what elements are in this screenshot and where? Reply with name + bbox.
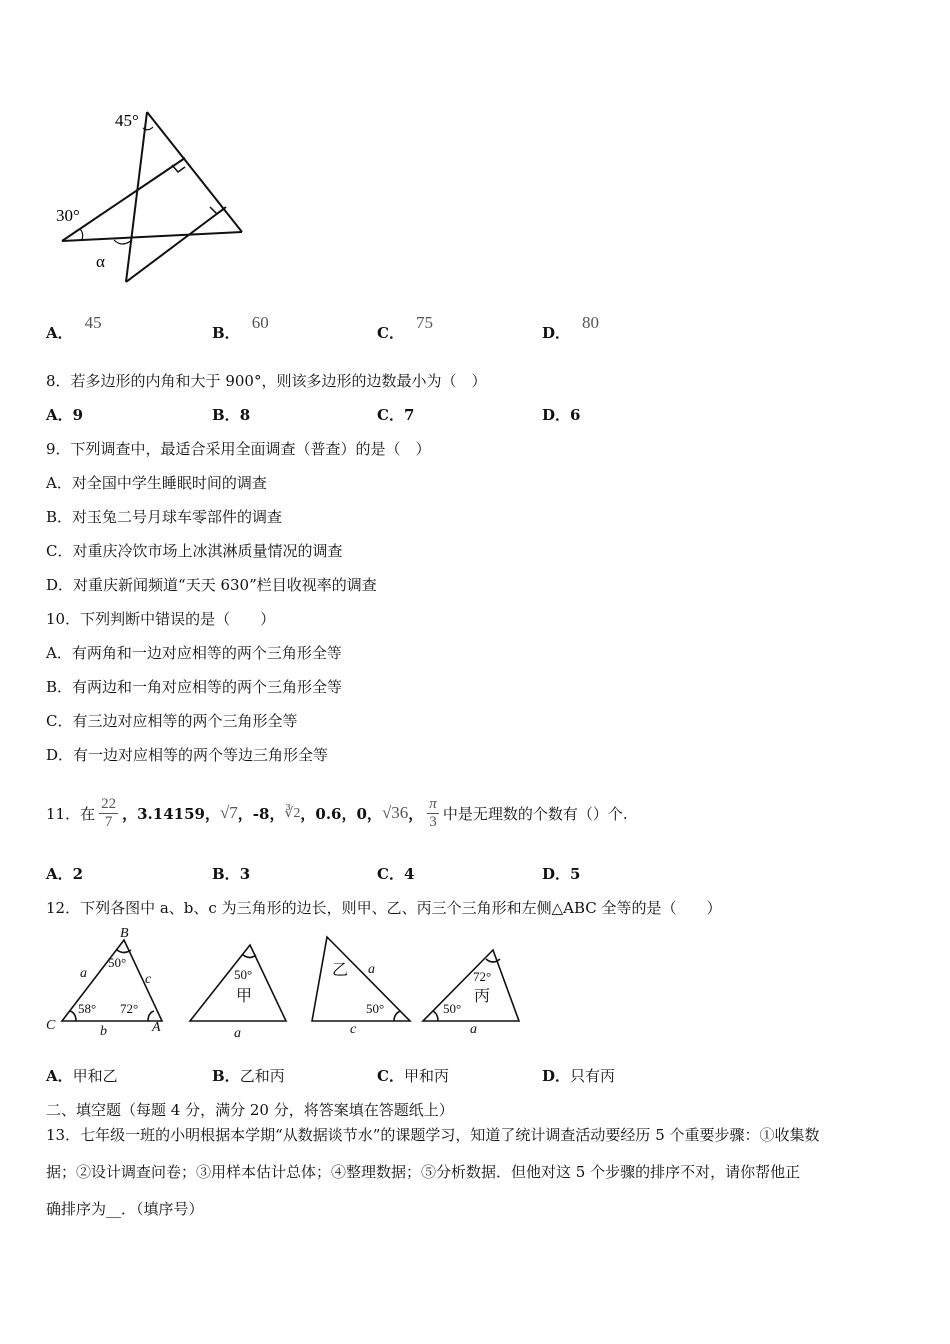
q7-option-c[interactable] xyxy=(377,313,433,343)
q10-option-b[interactable]: B．有两边和一角对应相等的两个三角形全等 xyxy=(46,678,343,696)
sqrt-7: √7 xyxy=(219,803,238,822)
option-value: 2 xyxy=(72,865,84,883)
option-label: A． xyxy=(46,865,73,883)
q12-option-d[interactable] xyxy=(542,1065,615,1086)
fraction-22-7 xyxy=(99,796,118,830)
q11-suffix: 中是无理数的个数有（）个. xyxy=(442,804,628,823)
q11-option-a[interactable] xyxy=(46,863,83,884)
q11-part4: ，0.6，0， xyxy=(300,804,382,823)
angle-alpha-label: α xyxy=(96,252,105,271)
jia-label: 甲 xyxy=(236,988,253,1005)
vertex-a-label: A xyxy=(152,1020,161,1035)
bing-side-a-label: a xyxy=(470,1022,477,1037)
fraction-pi-3 xyxy=(427,796,439,830)
cbrt-2: ∛2 xyxy=(284,805,301,821)
yi-angle-50: 50° xyxy=(366,1001,385,1016)
q11-option-b[interactable] xyxy=(212,863,250,884)
fraction-numerator: 22 xyxy=(101,796,117,812)
yi-side-a-label: a xyxy=(368,962,375,977)
q8-option-b[interactable] xyxy=(212,404,250,425)
option-label: C． xyxy=(377,324,404,342)
option-value: 只有丙 xyxy=(570,1067,616,1085)
section-2-heading: 二、填空题（每题 4 分，满分 20 分，将答案填在答题纸上） xyxy=(46,1101,454,1119)
option-label: B． xyxy=(212,324,240,342)
option-label: D． xyxy=(542,406,571,424)
q9-option-a[interactable]: A．对全国中学生睡眠时间的调查 xyxy=(46,474,267,492)
q11-part5: ， xyxy=(408,804,424,823)
q13-line-2: 据；②设计调查问卷；③用样本估计总体；④整理数据；⑤分析数据．但他对这 5 个步骤的排序不对，请你帮他正 xyxy=(46,1163,801,1181)
q8-stem: 8．若多边形的内角和大于 900°，则该多边形的边数最小为（ ） xyxy=(46,372,487,390)
abc-angle-50: 50° xyxy=(108,955,127,970)
option-label: B． xyxy=(212,1067,240,1085)
q8-option-d[interactable] xyxy=(542,404,580,425)
vertex-c-label: C xyxy=(46,1018,56,1033)
option-value: 3 xyxy=(239,865,251,883)
q11-part2: ，3.14159， xyxy=(122,804,220,823)
option-value: 甲和乙 xyxy=(72,1067,118,1085)
option-value: 4 xyxy=(403,865,415,883)
q7-option-d[interactable] xyxy=(542,313,600,343)
q7-option-b[interactable] xyxy=(212,313,269,343)
q9-stem: 9．下列调查中，最适合采用全面调查（普查）的是（ ） xyxy=(46,440,431,458)
q12-option-b[interactable] xyxy=(212,1065,285,1086)
jia-angle-50: 50° xyxy=(234,967,253,982)
option-label: A． xyxy=(46,406,73,424)
option-value: 9 xyxy=(72,406,84,424)
q10-option-c[interactable]: C．有三边对应相等的两个三角形全等 xyxy=(46,712,298,730)
q12-option-c[interactable] xyxy=(377,1065,449,1086)
q13-line-1: 13．七年级一班的小明根据本学期“从数据谈节水”的课题学习，知道了统计调查活动要经历 5 个重要步骤：①收集数 xyxy=(46,1126,820,1144)
fraction-denominator: 3 xyxy=(429,813,437,830)
option-label: D． xyxy=(542,324,571,342)
option-label: B． xyxy=(212,865,240,883)
q10-option-a[interactable]: A．有两角和一边对应相等的两个三角形全等 xyxy=(46,644,342,662)
q12-option-a[interactable] xyxy=(46,1065,118,1086)
q12-stem: 12．下列各图中 a、b、c 为三角形的边长，则甲、乙、丙三个三角形和左侧△ABC 全等的是（ ） xyxy=(46,899,722,917)
option-label: B． xyxy=(212,406,240,424)
side-a-label: a xyxy=(80,966,87,981)
q11-option-d[interactable] xyxy=(542,863,580,884)
angle-30-label: 30° xyxy=(56,206,80,225)
option-value: 8 xyxy=(239,406,251,424)
option-label: C． xyxy=(377,406,404,424)
bing-label: 丙 xyxy=(474,988,491,1005)
yi-label: 乙 xyxy=(332,962,349,979)
option-label: D． xyxy=(542,865,571,883)
option-value: 60 xyxy=(251,313,269,332)
q11-stem xyxy=(46,778,628,848)
abc-angle-72: 72° xyxy=(120,1001,139,1016)
side-c-label: c xyxy=(145,972,152,987)
bing-angle-72: 72° xyxy=(473,969,492,984)
option-value: 7 xyxy=(403,406,415,424)
q8-option-c[interactable] xyxy=(377,404,414,425)
angle-45-label: 45° xyxy=(115,111,139,130)
yi-side-c-label: c xyxy=(350,1022,357,1037)
q9-option-b[interactable]: B．对玉兔二号月球车零部件的调查 xyxy=(46,508,283,526)
option-value: 乙和丙 xyxy=(239,1067,285,1085)
q9-option-d[interactable]: D．对重庆新闻频道“天天 630”栏目收视率的调查 xyxy=(46,576,377,594)
option-value: 6 xyxy=(570,406,581,424)
q9-option-c[interactable]: C．对重庆冷饮市场上冰淇淋质量情况的调查 xyxy=(46,542,343,560)
q11-part3: ，-8， xyxy=(237,804,285,823)
q7-option-a[interactable] xyxy=(46,313,102,343)
q7-figure xyxy=(50,100,260,290)
abc-angle-58: 58° xyxy=(78,1001,97,1016)
q11-prefix: 11．在 xyxy=(46,804,96,823)
fraction-numerator: π xyxy=(429,796,437,812)
fraction-denominator: 7 xyxy=(104,813,113,830)
option-value: 80 xyxy=(582,313,600,332)
option-value: 45 xyxy=(84,313,102,332)
option-label: A． xyxy=(46,324,73,342)
q10-stem: 10．下列判断中错误的是（ ） xyxy=(46,610,276,628)
option-label: C． xyxy=(377,1067,404,1085)
option-value: 75 xyxy=(415,313,433,332)
side-b-label: b xyxy=(100,1024,107,1039)
option-value: 甲和丙 xyxy=(403,1067,449,1085)
q8-option-a[interactable] xyxy=(46,404,83,425)
q12-figure xyxy=(40,925,540,1045)
sqrt-36: √36 xyxy=(381,803,409,822)
vertex-b-label: B xyxy=(120,926,129,941)
jia-side-a-label: a xyxy=(234,1026,241,1041)
q10-option-d[interactable]: D．有一边对应相等的两个等边三角形全等 xyxy=(46,746,329,764)
bing-angle-50: 50° xyxy=(443,1001,462,1016)
option-value: 5 xyxy=(570,865,581,883)
option-label: D． xyxy=(542,1067,571,1085)
option-label: C． xyxy=(377,865,404,883)
q11-option-c[interactable] xyxy=(377,863,414,884)
q13-line-3: 确排序为__．（填序号） xyxy=(46,1200,204,1218)
option-label: A． xyxy=(46,1067,73,1085)
